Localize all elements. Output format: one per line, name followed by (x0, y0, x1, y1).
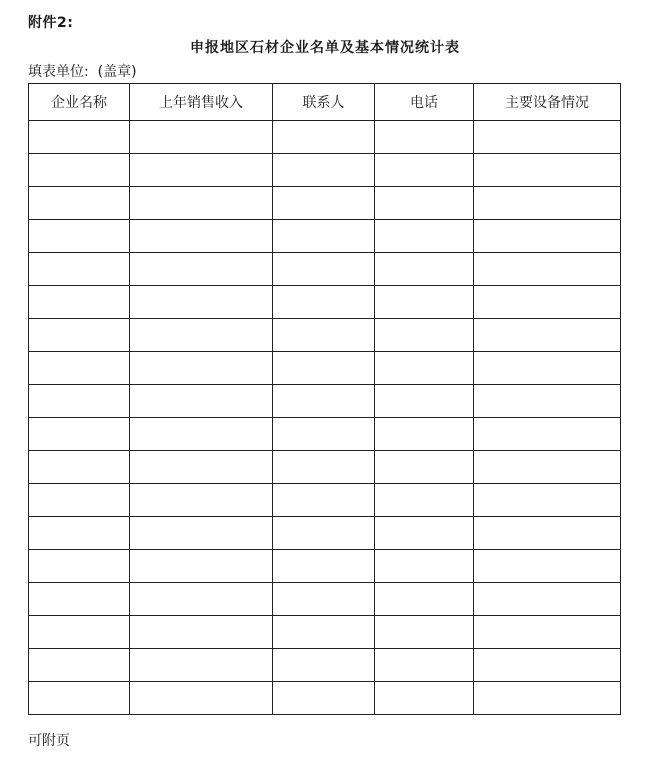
company-name-cell[interactable] (29, 154, 130, 187)
equipment-cell[interactable] (474, 682, 621, 715)
sales-cell[interactable] (130, 187, 273, 220)
contact-cell[interactable] (273, 682, 375, 715)
company-name-cell[interactable] (29, 550, 130, 583)
contact-cell[interactable] (273, 319, 375, 352)
filler-unit-line (28, 61, 137, 81)
equipment-cell[interactable] (474, 649, 621, 682)
sales-cell[interactable] (130, 418, 273, 451)
contact-cell[interactable] (273, 649, 375, 682)
equipment-cell[interactable] (474, 517, 621, 550)
company-name-cell[interactable] (29, 682, 130, 715)
document-title: 申报地区石材企业名单及基本情况统计表 (190, 40, 460, 56)
table-row (29, 517, 621, 550)
company-name-cell[interactable] (29, 286, 130, 319)
phone-cell[interactable] (375, 154, 474, 187)
seal-note: (盖章) (97, 64, 137, 80)
sales-cell[interactable] (130, 154, 273, 187)
statistics-table-container (28, 83, 620, 715)
phone-cell[interactable] (375, 319, 474, 352)
table-body (29, 121, 621, 715)
contact-cell[interactable] (273, 121, 375, 154)
contact-cell[interactable] (273, 253, 375, 286)
equipment-cell[interactable] (474, 121, 621, 154)
company-name-cell[interactable] (29, 451, 130, 484)
equipment-cell[interactable] (474, 319, 621, 352)
equipment-cell[interactable] (474, 484, 621, 517)
sales-cell[interactable] (130, 253, 273, 286)
table-row (29, 319, 621, 352)
table-row (29, 484, 621, 517)
table-row (29, 550, 621, 583)
contact-cell[interactable] (273, 187, 375, 220)
contact-cell[interactable] (273, 451, 375, 484)
equipment-cell[interactable] (474, 220, 621, 253)
phone-cell[interactable] (375, 550, 474, 583)
company-name-cell[interactable] (29, 517, 130, 550)
equipment-cell[interactable] (474, 583, 621, 616)
phone-cell[interactable] (375, 220, 474, 253)
company-name-cell[interactable] (29, 385, 130, 418)
sales-cell[interactable] (130, 319, 273, 352)
equipment-cell[interactable] (474, 550, 621, 583)
table-row (29, 286, 621, 319)
footer-note: 可附页 (28, 733, 70, 749)
equipment-cell[interactable] (474, 187, 621, 220)
statistics-table (28, 83, 621, 715)
company-name-cell[interactable] (29, 418, 130, 451)
equipment-cell[interactable] (474, 616, 621, 649)
sales-cell[interactable] (130, 517, 273, 550)
company-name-cell[interactable] (29, 121, 130, 154)
sales-cell[interactable] (130, 616, 273, 649)
equipment-cell[interactable] (474, 154, 621, 187)
phone-cell[interactable] (375, 352, 474, 385)
company-name-cell[interactable] (29, 583, 130, 616)
company-name-cell[interactable] (29, 220, 130, 253)
table-row (29, 418, 621, 451)
header-contact-person: 联系人 (273, 84, 375, 121)
company-name-cell[interactable] (29, 253, 130, 286)
header-main-equipment: 主要设备情况 (474, 84, 621, 121)
table-header-row (29, 84, 621, 121)
company-name-cell[interactable] (29, 187, 130, 220)
phone-cell[interactable] (375, 484, 474, 517)
equipment-cell[interactable] (474, 418, 621, 451)
equipment-cell[interactable] (474, 451, 621, 484)
sales-cell[interactable] (130, 352, 273, 385)
sales-cell[interactable] (130, 682, 273, 715)
company-name-cell[interactable] (29, 616, 130, 649)
sales-cell[interactable] (130, 121, 273, 154)
sales-cell[interactable] (130, 220, 273, 253)
equipment-cell[interactable] (474, 253, 621, 286)
table-row (29, 682, 621, 715)
phone-cell[interactable] (375, 385, 474, 418)
sales-cell[interactable] (130, 451, 273, 484)
table-row (29, 616, 621, 649)
sales-cell[interactable] (130, 583, 273, 616)
table-row (29, 352, 621, 385)
contact-cell[interactable] (273, 583, 375, 616)
phone-cell[interactable] (375, 121, 474, 154)
phone-cell[interactable] (375, 583, 474, 616)
table-row (29, 220, 621, 253)
header-phone: 电话 (375, 84, 474, 121)
header-company-name: 企业名称 (29, 84, 130, 121)
sales-cell[interactable] (130, 484, 273, 517)
contact-cell[interactable] (273, 550, 375, 583)
phone-cell[interactable] (375, 187, 474, 220)
table-row (29, 385, 621, 418)
contact-cell[interactable] (273, 484, 375, 517)
equipment-cell[interactable] (474, 286, 621, 319)
company-name-cell[interactable] (29, 319, 130, 352)
contact-cell[interactable] (273, 385, 375, 418)
company-name-cell[interactable] (29, 352, 130, 385)
contact-cell[interactable] (273, 517, 375, 550)
phone-cell[interactable] (375, 649, 474, 682)
attachment-label: 附件2: (28, 15, 74, 31)
phone-cell[interactable] (375, 616, 474, 649)
contact-cell[interactable] (273, 154, 375, 187)
equipment-cell[interactable] (474, 385, 621, 418)
sales-cell[interactable] (130, 385, 273, 418)
contact-cell[interactable] (273, 418, 375, 451)
contact-cell[interactable] (273, 616, 375, 649)
contact-cell[interactable] (273, 286, 375, 319)
table-row (29, 121, 621, 154)
table-row (29, 649, 621, 682)
sales-cell[interactable] (130, 550, 273, 583)
filler-unit-label: 填表单位: (28, 64, 89, 80)
phone-cell[interactable] (375, 517, 474, 550)
contact-cell[interactable] (273, 352, 375, 385)
table-row (29, 154, 621, 187)
sales-cell[interactable] (130, 286, 273, 319)
equipment-cell[interactable] (474, 352, 621, 385)
sales-cell[interactable] (130, 649, 273, 682)
phone-cell[interactable] (375, 253, 474, 286)
table-row (29, 583, 621, 616)
contact-cell[interactable] (273, 220, 375, 253)
header-last-year-sales: 上年销售收入 (130, 84, 273, 121)
company-name-cell[interactable] (29, 649, 130, 682)
phone-cell[interactable] (375, 286, 474, 319)
table-row (29, 451, 621, 484)
phone-cell[interactable] (375, 682, 474, 715)
phone-cell[interactable] (375, 451, 474, 484)
table-row (29, 187, 621, 220)
company-name-cell[interactable] (29, 484, 130, 517)
phone-cell[interactable] (375, 418, 474, 451)
table-row (29, 253, 621, 286)
